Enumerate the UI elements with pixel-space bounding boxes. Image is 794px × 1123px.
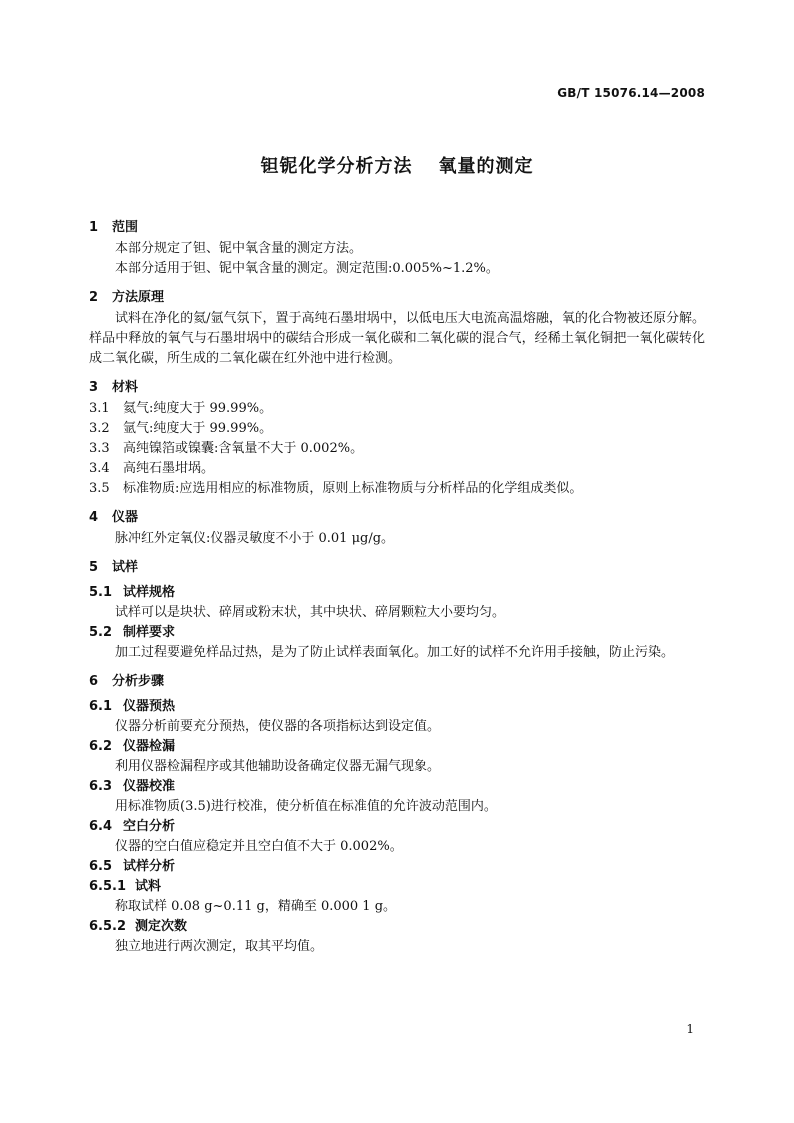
item-text: 标准物质:应选用相应的标准物质，原则上标准物质与分析样品的化学组成类似。 [123, 481, 583, 496]
page-number: 1 [686, 1022, 694, 1036]
section-title: 范围 [112, 220, 139, 235]
section-5-heading [89, 557, 705, 579]
paragraph: 利用仪器检漏程序或其他辅助设备确定仪器无漏气现象。 [115, 759, 441, 774]
subsubsection-title: 测定次数 [135, 919, 188, 934]
section-title: 材料 [112, 380, 139, 395]
subsection-title: 仪器校准 [123, 779, 176, 794]
subsubsection-heading [89, 877, 705, 897]
item-text: 氩气:纯度大于 99.99%。 [123, 421, 273, 436]
subsubsection-heading [89, 917, 705, 937]
list-item [89, 419, 705, 439]
section-1-heading [89, 217, 705, 239]
section-6-heading [89, 671, 705, 693]
item-number: 3.1 [89, 401, 110, 416]
subsection-heading [89, 583, 705, 603]
list-item [89, 459, 705, 479]
paragraph: 独立地进行两次测定，取其平均值。 [115, 939, 324, 954]
paragraph: 仪器分析前要充分预热，使仪器的各项指标达到设定值。 [115, 719, 441, 734]
paragraph: 试料在净化的氦/氩气氛下，置于高纯石墨坩埚中，以低电压大电流高温熔融，氧的化合物被还原分解。样品中释放的氧气与石墨坩埚中的碳结合形成一氧化碳和二氧化碳的混合气，经稀土氧化铜把一氧化碳转化成二氧化碳，所生成的二氧化碳在红外池中进行检测。 [89, 311, 705, 366]
list-item [89, 479, 705, 499]
section-title: 仪器 [112, 510, 139, 525]
subsection-heading [89, 623, 705, 643]
subsubsection-title: 试料 [135, 879, 162, 894]
section-2-heading [89, 287, 705, 309]
subsection-number: 6.5 [89, 859, 113, 874]
subsection-number: 5.1 [89, 585, 113, 600]
section-number: 3 [89, 380, 99, 395]
paragraph: 加工过程要避免样品过热，是为了防止试样表面氧化。加工好的试样不允许用手接触，防止污染。 [115, 645, 675, 660]
paragraph: 试样可以是块状、碎屑或粉末状，其中块状、碎屑颗粒大小要均匀。 [115, 605, 506, 620]
item-number: 3.5 [89, 481, 110, 496]
section-title: 试样 [112, 560, 139, 575]
section-4-heading [89, 507, 705, 529]
paragraph: 称取试样 0.08 g~0.11 g，精确至 0.000 1 g。 [115, 899, 397, 914]
title-part-2: 氧量的测定 [438, 156, 534, 177]
item-text: 氦气:纯度大于 99.99%。 [123, 401, 273, 416]
list-item [89, 399, 705, 419]
standard-code: GB/T 15076.14—2008 [557, 86, 705, 100]
subsection-number: 6.3 [89, 779, 113, 794]
subsection-number: 6.4 [89, 819, 113, 834]
paragraph: 本部分适用于钽、铌中氧含量的测定。测定范围:0.005%~1.2%。 [115, 261, 499, 276]
section-3-heading [89, 377, 705, 399]
subsection-heading [89, 857, 705, 877]
subsubsection-number: 6.5.2 [89, 919, 127, 934]
list-item [89, 439, 705, 459]
subsection-number: 5.2 [89, 625, 113, 640]
title-part-1: 钽铌化学分析方法 [260, 156, 413, 177]
section-number: 2 [89, 290, 99, 305]
paragraph: 用标准物质(3.5)进行校准，使分析值在标准值的允许波动范围内。 [115, 799, 497, 814]
item-number: 3.2 [89, 421, 110, 436]
document-title [0, 152, 794, 178]
paragraph: 仪器的空白值应稳定并且空白值不大于 0.002%。 [115, 839, 403, 854]
section-title: 方法原理 [112, 290, 165, 305]
subsection-number: 6.1 [89, 699, 113, 714]
subsection-heading [89, 697, 705, 717]
subsubsection-number: 6.5.1 [89, 879, 127, 894]
paragraph: 本部分规定了钽、铌中氧含量的测定方法。 [115, 241, 363, 256]
subsection-title: 仪器预热 [123, 699, 176, 714]
subsection-title: 试样分析 [123, 859, 176, 874]
document-body [89, 217, 705, 957]
section-number: 5 [89, 560, 99, 575]
subsection-heading [89, 777, 705, 797]
subsection-title: 空白分析 [123, 819, 176, 834]
paragraph: 脉冲红外定氧仪:仪器灵敏度不小于 0.01 μg/g。 [115, 531, 395, 546]
subsection-heading [89, 737, 705, 757]
item-text: 高纯石墨坩埚。 [123, 461, 215, 476]
subsection-title: 试样规格 [123, 585, 176, 600]
item-number: 3.3 [89, 441, 110, 456]
section-number: 1 [89, 220, 99, 235]
subsection-heading [89, 817, 705, 837]
subsection-number: 6.2 [89, 739, 113, 754]
item-text: 高纯镍箔或镍囊:含氧量不大于 0.002%。 [123, 441, 364, 456]
subsection-title: 制样要求 [123, 625, 176, 640]
subsection-title: 仪器检漏 [123, 739, 176, 754]
section-title: 分析步骤 [112, 674, 165, 689]
section-number: 6 [89, 674, 99, 689]
item-number: 3.4 [89, 461, 110, 476]
section-number: 4 [89, 510, 99, 525]
